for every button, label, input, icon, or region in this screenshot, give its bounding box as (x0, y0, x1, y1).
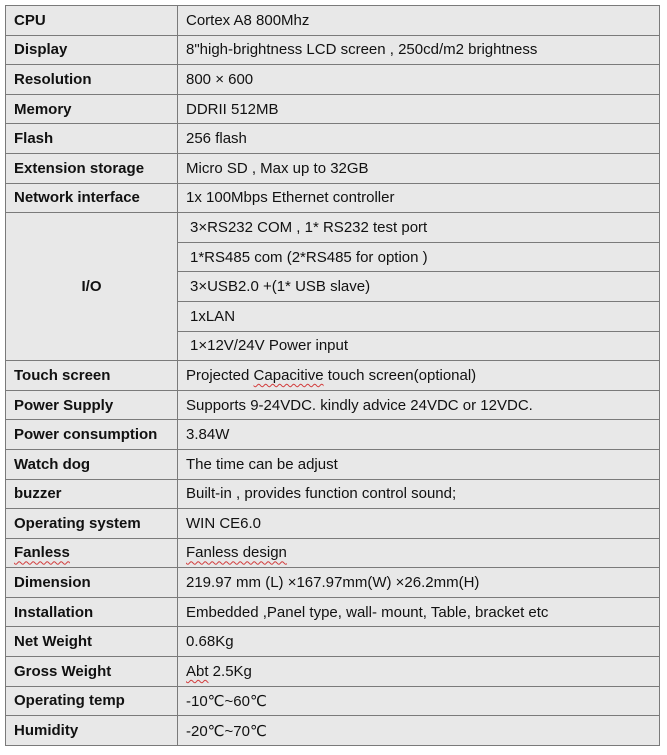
spec-label: Resolution (6, 65, 178, 95)
spec-row-net-weight (6, 627, 660, 657)
spec-value-io-item: 3×USB2.0 +(1* USB slave) (178, 272, 660, 302)
spec-row-operating-system (6, 509, 660, 539)
spec-label: Gross Weight (6, 657, 178, 687)
spec-value: Supports 9-24VDC. kindly advice 24VDC or 12VDC. (178, 390, 660, 420)
spec-value-io-item: 3×RS232 COM , 1* RS232 test port (178, 213, 660, 243)
spec-row-extension-storage (6, 153, 660, 183)
spec-label: Net Weight (6, 627, 178, 657)
spellcheck-word: Fanless design (186, 544, 287, 562)
spec-row-resolution (6, 65, 660, 95)
spec-value: 219.97 mm (L) ×167.97mm(W) ×26.2mm(H) (178, 568, 660, 598)
specification-table (5, 5, 660, 746)
spec-value: 800 × 600 (178, 65, 660, 95)
spec-value: Cortex A8 800Mhz (178, 6, 660, 36)
spec-row-power-consumption (6, 420, 660, 450)
spec-row-buzzer (6, 479, 660, 509)
spec-value: The time can be adjust (178, 449, 660, 479)
spec-value: Micro SD , Max up to 32GB (178, 153, 660, 183)
spec-value-text: 2.5Kg (208, 662, 252, 680)
spec-value: -10℃~60℃ (178, 686, 660, 716)
spec-label (6, 538, 178, 568)
spec-value: Built-in , provides function control sound; (178, 479, 660, 509)
spec-value: 0.68Kg (178, 627, 660, 657)
spec-row-installation (6, 597, 660, 627)
spec-row-watch-dog (6, 449, 660, 479)
spec-value (178, 361, 660, 391)
spec-row-cpu (6, 6, 660, 36)
spec-value: 3.84W (178, 420, 660, 450)
spec-row-gross-weight (6, 657, 660, 687)
spec-label: Extension storage (6, 153, 178, 183)
spec-value (178, 538, 660, 568)
spec-value-text: touch screen(optional) (323, 366, 477, 384)
spec-value: Embedded ,Panel type, wall- mount, Table, bracket etc (178, 597, 660, 627)
spec-row-flash (6, 124, 660, 154)
spec-value: 256 flash (178, 124, 660, 154)
spec-label: Watch dog (6, 449, 178, 479)
spec-value-io-item: 1×12V/24V Power input (178, 331, 660, 361)
spellcheck-word: Abt (186, 662, 209, 680)
spec-label: Dimension (6, 568, 178, 598)
spec-label-io: I/O (6, 213, 178, 361)
spec-value-io-item: 1xLAN (178, 301, 660, 331)
spec-row-humidity (6, 716, 660, 746)
spec-value (178, 657, 660, 687)
spec-label: CPU (6, 6, 178, 36)
spec-value-text: Projected (186, 366, 254, 384)
spec-value: -20℃~70℃ (178, 716, 660, 746)
spec-label: Installation (6, 597, 178, 627)
spec-label: Power consumption (6, 420, 178, 450)
spec-label: buzzer (6, 479, 178, 509)
spec-row-operating-temp (6, 686, 660, 716)
spec-row-fanless (6, 538, 660, 568)
spec-value: 1x 100Mbps Ethernet controller (178, 183, 660, 213)
spec-row-network-interface (6, 183, 660, 213)
spec-label: Operating system (6, 509, 178, 539)
spec-row-power-supply (6, 390, 660, 420)
spec-label: Humidity (6, 716, 178, 746)
spellcheck-word: Fanless (14, 544, 70, 562)
spec-row-touch-screen (6, 361, 660, 391)
spec-row-io (6, 213, 660, 243)
spec-label: Flash (6, 124, 178, 154)
spec-label: Operating temp (6, 686, 178, 716)
spellcheck-word: Capacitive (253, 366, 324, 384)
spec-value: DDRII 512MB (178, 94, 660, 124)
spec-label: Power Supply (6, 390, 178, 420)
spec-row-memory (6, 94, 660, 124)
spec-value: WIN CE6.0 (178, 509, 660, 539)
spec-value: 8"high-brightness LCD screen , 250cd/m2 brightness (178, 35, 660, 65)
spec-label: Network interface (6, 183, 178, 213)
spec-label: Display (6, 35, 178, 65)
spec-row-display (6, 35, 660, 65)
spec-value-io-item: 1*RS485 com (2*RS485 for option ) (178, 242, 660, 272)
spec-label: Memory (6, 94, 178, 124)
spec-row-dimension (6, 568, 660, 598)
spec-label: Touch screen (6, 361, 178, 391)
